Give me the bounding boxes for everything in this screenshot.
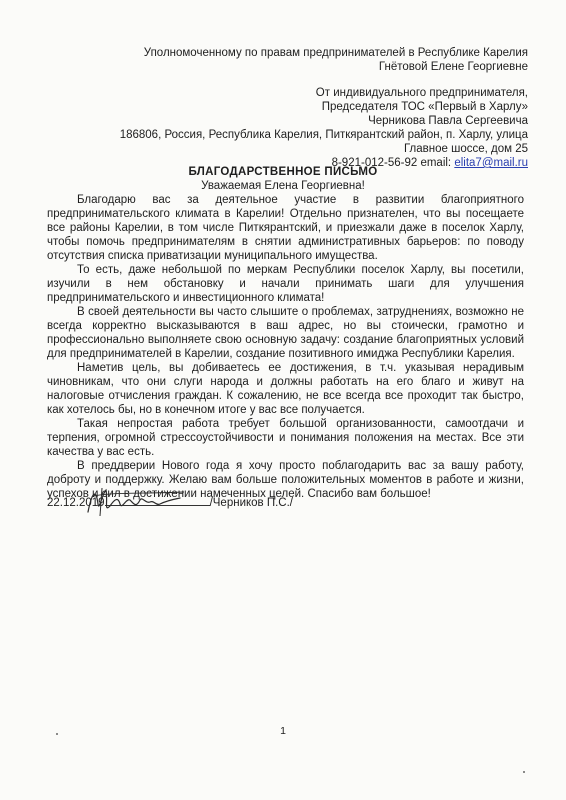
scan-speck	[523, 771, 525, 773]
sender-phone-label: 8-921-012-56-92 email:	[331, 157, 455, 169]
addressee-block	[58, 46, 528, 74]
sender-line-1: От индивидуального предпринимателя,	[315, 87, 528, 99]
paragraph-1: Благодарю вас за деятельное участие в развитии благоприятного предпринимательского климата в Карелии! Отдельно признателен, что вы посещаете все районы Карелии, в том числе Питкярантский, и приезжали даже в поселок Харлу, чтобы помочь предпринимателям в снятии административных барьеров: по поводу отсутствия списка приватизации муниципального имущества.	[47, 194, 524, 262]
letter-title: БЛАГОДАРСТВЕННОЕ ПИСЬМО	[188, 166, 378, 178]
scan-speck	[56, 733, 58, 735]
sender-address-line-2: Главное шоссе, дом 25	[403, 143, 528, 155]
handwritten-signature-icon	[84, 482, 204, 522]
sender-address-line-1: 186806, Россия, Республика Карелия, Питкярантский район, п. Харлу, улица	[119, 129, 528, 141]
paragraph-5: Такая непростая работа требует большой организованности, самоотдачи и терпения, огромной стрессоустойчивости и понимания положения на местах. Все эти качества у вас есть.	[47, 418, 524, 458]
sender-email-link[interactable]: elita7@mail.ru	[454, 157, 528, 169]
paragraph-4: Наметив цель, вы добиваетесь ее достижения, в т.ч. указывая нерадивым чиновникам, что они слуги народа и должны работать на его благо и живут на налоговые отчисления граждан. К сожалению, не все всегда все проходит так быстро, как хотелось бы, но в конечном итоге у вас все получается.	[47, 362, 524, 416]
sender-line-3: Черникова Павла Сергеевича	[368, 115, 528, 127]
paragraph-3: В своей деятельности вы часто слышите о проблемах, затруднениях, возможно не всегда корректно высказываются в ваш адрес, но вы стоически, грамотно и профессионально выполняете свою основную задачу: создание благоприятных условий для предпринимателей в Карелии, создание позитивного имиджа Республики Карелия.	[47, 306, 524, 360]
signer-name: /Черников П.С./	[209, 497, 294, 509]
letter-body	[47, 193, 524, 501]
letter-date: 22.12.2019	[47, 497, 105, 509]
addressee-line-2: Гнётовой Елене Георгиевне	[378, 61, 528, 73]
paragraph-2: То есть, даже небольшой по меркам Республики поселок Харлу, вы посетили, изучили в нем обстановку и начали принимать шаги для улучшения предпринимательского и инвестиционного климата!	[47, 264, 524, 304]
sender-line-2: Председателя ТОС «Первый в Харлу»	[321, 101, 528, 113]
sender-block	[28, 86, 528, 170]
letter-salutation: Уважаемая Елена Георгиевна!	[201, 180, 365, 192]
page-number: 1	[280, 725, 286, 737]
paragraph-6: В преддверии Нового года я хочу просто поблагодарить вас за вашу работу, доброту и поддержку. Желаю вам больше положительных моментов в работе и жизни, успехов и сил в достижении намеченных целей. Спасибо вам большое!	[47, 460, 524, 500]
addressee-line-1: Уполномоченному по правам предпринимателей в Республике Карелия	[143, 47, 528, 59]
